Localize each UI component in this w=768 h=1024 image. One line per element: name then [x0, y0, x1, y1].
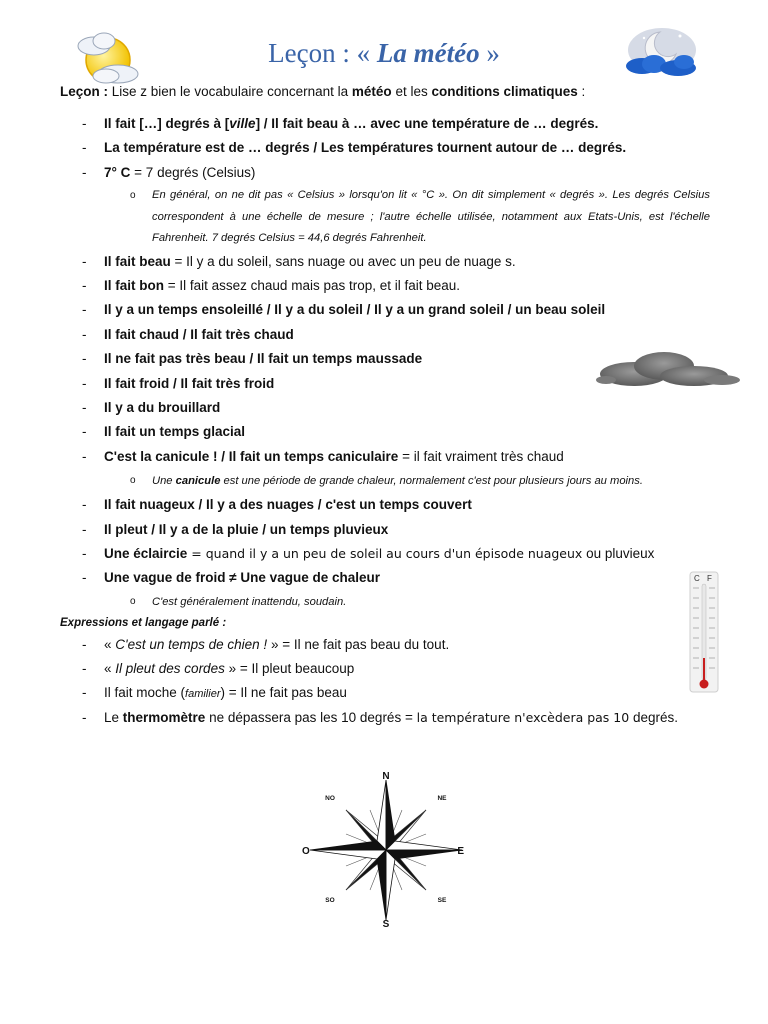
grey-cloud-icon	[594, 346, 744, 396]
item-text: Il fait froid / Il fait très froid	[104, 375, 275, 391]
item-text: = Il y a du soleil, sans nuage ou avec un peu de nuage s.	[170, 253, 516, 269]
sub-item-bold: canicule	[175, 475, 221, 488]
list-item	[0, 633, 768, 657]
item-text: Il fait chaud / Il fait très chaud	[104, 326, 294, 342]
list-item	[0, 681, 768, 706]
sub-item	[0, 591, 768, 613]
item-text: ou pluvieux	[582, 545, 655, 561]
sub-item-text: C'est généralement inattendu, soudain.	[152, 595, 347, 608]
list-item	[0, 518, 768, 542]
intro-line	[60, 84, 585, 99]
expr-text-bold: thermomètre	[122, 710, 206, 725]
title-suffix: »	[479, 38, 500, 68]
sub-item-text: Une	[152, 475, 176, 488]
title-prefix: Leçon : «	[268, 38, 377, 68]
list-item	[0, 396, 768, 420]
list-item	[0, 542, 768, 566]
compass-rose	[292, 766, 472, 932]
sub-item	[0, 469, 768, 493]
list-item	[0, 274, 768, 298]
sub-item-text: En général, on ne dit pas « Celsius » lorsqu'on lit « °C ». On dit simplement « degrés ». Les degrés Celsius correspondent à une échelle de mesure ; l'autre échelle utilisée, notamment aux Etats-Unis, est l'échelle Fahrenheit. 7 degrés Celsius = 44,6 degrés Fahrenheit.	[152, 189, 710, 245]
list-item	[0, 112, 768, 136]
expr-text-italic: Il pleut des cordes	[115, 661, 225, 676]
item-text: ] / Il fait beau à … avec une température de … degrés.	[255, 116, 599, 131]
item-text: Il pleut / Il y a de la pluie / un temps pluvieux	[104, 521, 389, 537]
expr-text: ) = Il ne fait pas beau	[220, 685, 347, 700]
item-text: Il fait beau	[104, 253, 171, 269]
list-item	[0, 250, 768, 274]
expr-text: » = Il pleut beaucoup	[224, 661, 355, 676]
compass-southeast-label: SE	[437, 897, 447, 904]
item-text: = il fait vraiment très chaud	[398, 448, 564, 464]
list-item	[0, 566, 768, 590]
item-text: Il y a du brouillard	[104, 400, 221, 416]
expressions-title: Expressions et langage parlé :	[60, 617, 227, 629]
item-text: Il ne fait pas très beau / Il fait un temps maussade	[104, 351, 423, 367]
item-text: = Il fait assez chaud mais pas trop, et il fait beau.	[164, 278, 461, 294]
item-text: Il fait bon	[104, 278, 164, 294]
list-item	[0, 657, 768, 681]
item-text: Une vague de froid ≠ Une vague de chaleur	[104, 570, 380, 586]
item-text: = quand il y a un peu de soleil au cours d'un épisode nuageux	[187, 545, 583, 561]
expr-text: degrés.	[629, 710, 678, 725]
list-item	[0, 161, 768, 185]
expressions-list	[0, 633, 768, 730]
expr-text: «	[104, 637, 116, 652]
compass-west-label: O	[302, 846, 310, 857]
compass-south-label: S	[382, 919, 390, 930]
expr-text: «	[104, 661, 116, 676]
item-text: = 7 degrés (Celsius)	[130, 164, 256, 180]
item-text: Il y a un temps ensoleillé / Il y a du soleil / Il y a un grand soleil / un beau soleil	[104, 302, 606, 318]
fahrenheit-label: F	[707, 574, 712, 583]
compass-north-label: N	[382, 771, 390, 782]
intro-text: Lise z bien le vocabulaire concernant la	[108, 84, 352, 99]
compass-northwest-label: NO	[325, 795, 335, 802]
item-text-italic: ville	[229, 116, 256, 131]
expr-text: » = Il ne fait pas beau du tout.	[267, 637, 450, 652]
item-text: La température est de … degrés / Les températures tournent autour de … degrés.	[104, 140, 627, 156]
list-item	[0, 136, 768, 160]
intro-text: :	[577, 84, 586, 99]
celsius-label: C	[694, 574, 700, 583]
expr-text-italic: C'est un temps de chien !	[115, 637, 268, 652]
sub-item-text: est une période de grande chaleur, normalement c'est pour plusieurs jours au moins.	[220, 475, 643, 488]
item-text: C'est la canicule ! / Il fait un temps caniculaire	[104, 448, 399, 464]
list-item	[0, 493, 768, 517]
expr-text: la température n'excèdera pas 10	[416, 710, 630, 725]
intro-text: et les	[391, 84, 432, 99]
list-item	[0, 298, 768, 322]
title-main: La météo	[376, 38, 480, 68]
item-text: Une éclaircie	[104, 545, 188, 561]
expr-text: ne dépassera pas les 10 degrés =	[205, 710, 417, 725]
sub-item	[0, 185, 768, 250]
compass-northeast-label: NE	[437, 795, 447, 802]
item-text: Il fait nuageux / Il y a des nuages / c'est un temps couvert	[104, 497, 472, 513]
list-item	[0, 706, 768, 730]
intro-bold-meteo: météo	[351, 84, 392, 99]
compass-southwest-label: SO	[325, 897, 335, 904]
compass-east-label: E	[457, 846, 464, 857]
intro-label: Leçon :	[60, 84, 109, 99]
list-item	[0, 445, 768, 469]
intro-bold-conditions: conditions climatiques	[431, 84, 578, 99]
item-text: Il fait un temps glacial	[104, 424, 246, 440]
expr-text: Il fait moche (	[104, 685, 186, 700]
list-item	[0, 323, 768, 347]
item-text: 7° C	[104, 164, 131, 180]
night-moon-clouds-icon	[622, 24, 700, 82]
list-item	[0, 420, 768, 444]
expr-text-small: familier	[185, 688, 221, 700]
expr-text: Le	[104, 710, 123, 725]
sun-cloud-icon	[68, 26, 144, 86]
item-text: Il fait […] degrés à [	[104, 116, 230, 131]
